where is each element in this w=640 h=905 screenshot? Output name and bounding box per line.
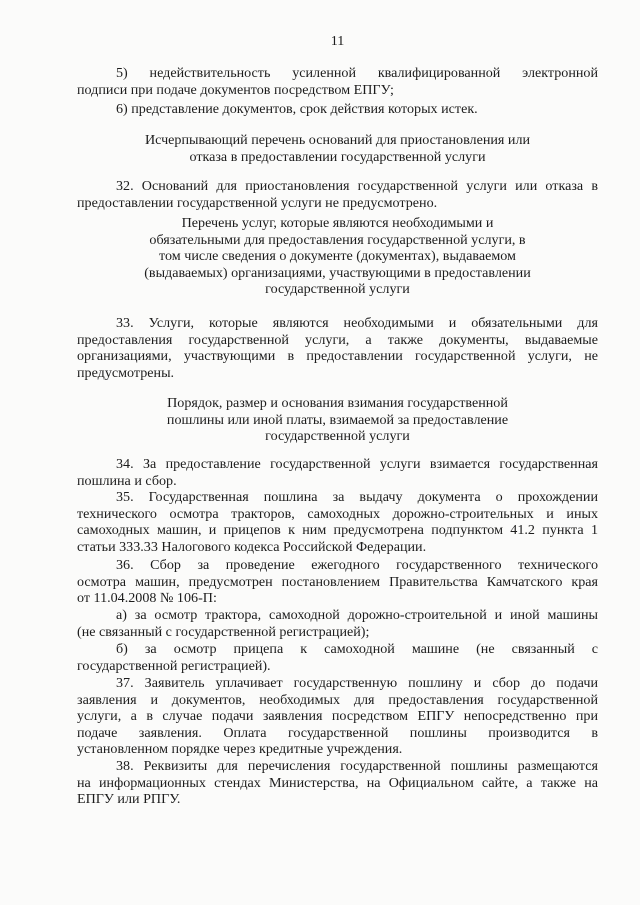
text-line: подаче заявления. Оплата государственной пошлины производится в bbox=[77, 724, 598, 741]
text-line: б) за осмотр прицепа к самоходной машине (не связанный с bbox=[116, 641, 598, 657]
text-line: 6) представление документов, срок действия которых истек. bbox=[116, 101, 478, 117]
text-line: от 11.04.2008 № 106-П: bbox=[77, 590, 217, 606]
section-heading bbox=[77, 215, 598, 298]
text-line: заявления и документов, необходимых для предоставления государственной bbox=[77, 691, 598, 708]
section-heading bbox=[77, 132, 598, 165]
section-heading bbox=[77, 395, 598, 445]
text-line: 38. Реквизиты для перечисления государственной пошлины размещаются bbox=[116, 758, 598, 774]
text-line: 5) недействительность усиленной квалифицированной электронной bbox=[116, 65, 598, 81]
text-line: 32. Оснований для приостановления государственной услуги или отказа в bbox=[116, 178, 598, 194]
text-line: на информационных стендах Министерства, на Официальном сайте, а также на bbox=[77, 774, 598, 791]
paragraph bbox=[77, 675, 598, 758]
text-line: организациями, участвующими в предоставлении государственной услуги, не bbox=[77, 348, 598, 364]
text-line: пошлины или иной платы, взимаемой за предоставление bbox=[166, 411, 509, 428]
text-line: а) за осмотр трактора, самоходной дорожно-строительной и иной машины bbox=[116, 607, 598, 623]
text-line: государственной услуги bbox=[265, 281, 410, 297]
text-line: Исчерпывающий перечень оснований для приостановления или bbox=[144, 132, 531, 148]
paragraph bbox=[77, 758, 598, 808]
text-line: пошлина и сбор. bbox=[77, 472, 177, 489]
text-line: отказа в предоставлении государственной услуги bbox=[189, 148, 486, 165]
paragraph bbox=[77, 101, 598, 118]
paragraph bbox=[77, 456, 598, 489]
paragraph bbox=[77, 315, 598, 381]
text-line: предоставления государственной услуги, а также документы, выдаваемые bbox=[77, 331, 598, 348]
text-line: установленном порядке через кредитные учреждения. bbox=[77, 741, 403, 757]
paragraph bbox=[77, 489, 598, 555]
text-line: 37. Заявитель уплачивает государственную пошлину и сбор до подачи bbox=[116, 675, 598, 691]
text-line: предоставлении государственной услуги не предусмотрено. bbox=[77, 194, 438, 211]
text-line: предусмотрены. bbox=[77, 364, 175, 381]
paragraph bbox=[77, 65, 598, 98]
text-line: самоходных машин, и прицепов к ним предусмотрена подпунктом 41.2 пункта 1 bbox=[77, 522, 598, 538]
page-number: 11 bbox=[330, 33, 345, 49]
text-line: 33. Услуги, которые являются необходимыми и обязательными для bbox=[116, 315, 598, 331]
paragraph bbox=[77, 557, 598, 607]
text-line: технического осмотра тракторов, самоходных дорожно-строительных и иных bbox=[77, 505, 598, 522]
paragraph bbox=[77, 178, 598, 211]
text-line: 36. Сбор за проведение ежегодного государственного технического bbox=[116, 557, 598, 573]
text-line: 34. За предоставление государственной услуги взимается государственная bbox=[116, 456, 598, 472]
text-line: (не связанный с государственной регистрацией); bbox=[77, 623, 370, 640]
text-line: том числе сведения о документе (документах), выдаваемом bbox=[159, 248, 516, 264]
text-line: государственной услуги bbox=[265, 428, 410, 444]
text-line: Перечень услуг, которые являются необходимыми и bbox=[181, 215, 494, 231]
text-line: ЕПГУ или РПГУ. bbox=[77, 791, 181, 807]
paragraph bbox=[77, 607, 598, 640]
paragraph bbox=[77, 641, 598, 674]
text-line: государственной регистрацией). bbox=[77, 657, 271, 674]
text-line: обязательными для предоставления государственной услуги, в bbox=[149, 231, 526, 248]
text-line: осмотра машин, предусмотрен постановлением Правительства Камчатского края bbox=[77, 573, 598, 590]
text-line: 35. Государственная пошлина за выдачу документа о прохождении bbox=[116, 489, 598, 505]
text-line: (выдаваемых) организациями, участвующими в предоставлении bbox=[144, 264, 531, 281]
text-line: подписи при подаче документов посредством ЕПГУ; bbox=[77, 81, 394, 98]
text-line: услуги, а в случае подачи заявления посредством ЕПГУ непосредственно при bbox=[77, 708, 598, 724]
text-line: статьи 333.33 Налогового кодекса Российской Федерации. bbox=[77, 538, 427, 555]
text-line: Порядок, размер и основания взимания государственной bbox=[167, 395, 508, 411]
